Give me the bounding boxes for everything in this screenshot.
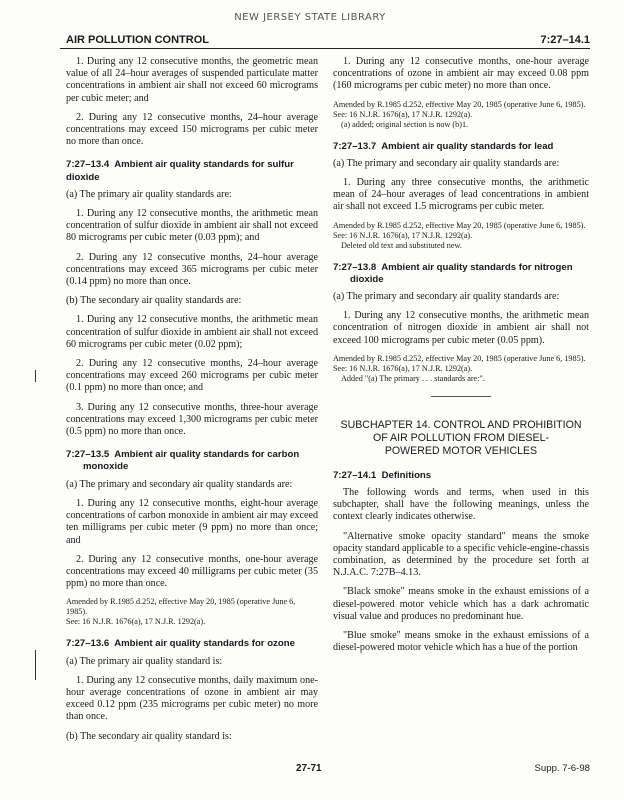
paragraph: 2. During any 12 consecutive months, 24–hour average concentrations may exceed 150 micrograms per cubic meter no more than once. xyxy=(66,111,318,148)
paragraph: 1. During any 12 consecutive months, the arithmetic mean concentration of sulfur dioxide in ambient air shall not exceed 60 micrograms per cubic meter (0.02 ppm); xyxy=(66,314,318,350)
section-title: Ambient air quality standards for nitrogen dioxide xyxy=(350,261,573,285)
amendment-line: Deleted old text and substituted new. xyxy=(341,240,462,250)
running-head-title: AIR POLLUTION CONTROL xyxy=(66,34,209,46)
subchapter-heading xyxy=(333,419,589,458)
paragraph: 2. During any 12 consecutive months, 24–hour average concentrations may exceed 365 micrograms per cubic meter (0.14 ppm) no more than once. xyxy=(66,251,318,288)
paragraph: "Alternative smoke opacity standard" means the smoke opacity standard applicable to a specific vehicle-engine-chassis combination, as determined by the procedure set forth at N.J.A.C. 7:27B–4.13. xyxy=(333,530,589,579)
page-number: 27-71 xyxy=(296,763,322,774)
section-number: 7:27–13.5 xyxy=(66,449,110,461)
amendment-note xyxy=(333,354,589,384)
paragraph: 1. During any three consecutive months, the arithmetic mean of 24–hour averages of lead concentrations in ambient air shall not exceed 1.5 micrograms per cubic meter. xyxy=(333,177,589,213)
paragraph: 2. During any 12 consecutive months, one-hour average concentrations may exceed 40 milligrams per cubic meter (35 ppm) no more than once. xyxy=(66,553,318,590)
library-stamp: NEW JERSEY STATE LIBRARY xyxy=(234,12,386,23)
left-column xyxy=(66,56,318,750)
section-number: 7:27–13.6 xyxy=(66,638,110,650)
paragraph: (a) The primary and secondary air quality standards are: xyxy=(66,478,293,490)
paragraph: (a) The primary air quality standard is: xyxy=(66,655,223,667)
amendment-note xyxy=(66,597,318,627)
section-number: 7:27–13.7 xyxy=(333,140,377,152)
paragraph: (b) The secondary air quality standards are: xyxy=(66,295,242,307)
section-heading xyxy=(333,470,589,482)
paragraph: 1. During any 12 consecutive months, eight-hour average concentrations of carbon monoxide in ambient air may exceed ten milligrams per cubic meter (9 ppm) no more than once; and xyxy=(66,497,318,546)
right-column xyxy=(333,56,589,661)
supplement-date: Supp. 7-6-98 xyxy=(534,763,590,774)
section-title: Ambient air quality standards for sulfur dioxide xyxy=(66,159,294,183)
amendment-line: Amended by R.1985 d.252, effective May 20, 1985 (operative June 6, 1985). xyxy=(333,353,586,363)
section-heading xyxy=(66,159,318,183)
paragraph: 1. During any 12 consecutive months, the geometric mean value of all 24–hour averages of suspended particulate matter concentrations in ambient air shall not exceed 60 micrograms per cubic meter; and xyxy=(66,56,318,104)
section-heading xyxy=(333,262,589,286)
paragraph: "Black smoke" means smoke in the exhaust emissions of a diesel-powered motor vehicle which has a dark achromatic visual value and produces no predominant hue. xyxy=(333,586,589,622)
paragraph: The following words and terms, when used in this subchapter, shall have the following meanings, unless the context clearly indicates otherwise. xyxy=(333,487,589,523)
section-title: Ambient air quality standards for lead xyxy=(381,140,554,152)
amendment-note xyxy=(333,100,589,130)
running-head-section: 7:27–14.1 xyxy=(540,34,590,46)
paragraph: (b) The secondary air quality standard is: xyxy=(66,730,232,742)
amendment-note xyxy=(333,221,589,251)
paragraph: 1. During any 12 consecutive months, the arithmetic mean concentration of nitrogen dioxide in ambient air shall not exceed 100 micrograms per cubic meter (0.05 ppm). xyxy=(333,310,589,346)
amendment-line: See: 16 N.J.R. 1676(a), 17 N.J.R. 1292(a). xyxy=(333,230,473,240)
paragraph: (a) The primary and secondary air quality standards are: xyxy=(333,291,560,303)
amendment-line: Amended by R.1985 d.252, effective May 20, 1985 (operative June 6, 1985). xyxy=(333,99,586,109)
paragraph: (a) The primary air quality standards are: xyxy=(66,188,232,200)
subchapter-line: OF AIR POLLUTION FROM DIESEL- xyxy=(372,431,549,444)
amendment-line: Added "(a) The primary . . . standards are:". xyxy=(341,373,485,383)
paragraph: 3. During any 12 consecutive months, three-hour average concentrations may exceed 1,300 micrograms per cubic meter (0.5 ppm) no more than once. xyxy=(66,401,318,438)
paragraph: 1. During any 12 consecutive months, one-hour average concentrations of ozone in ambient air may exceed 0.08 ppm (160 micrograms per cubic meter) no more than once. xyxy=(333,56,589,92)
paragraph: 1. During any 12 consecutive months, the arithmetic mean concentration of sulfur dioxide in ambient air shall not exceed 80 micrograms per cubic meter (0.03 ppm); and xyxy=(66,208,318,244)
paragraph: 2. During any 12 consecutive months, 24–hour average concentrations may exceed 260 micrograms per cubic meter (0.1 ppm) no more than once; and xyxy=(66,358,318,394)
section-divider xyxy=(431,396,491,397)
section-heading xyxy=(333,141,589,153)
amendment-line: See: 16 N.J.R. 1676(a), 17 N.J.R. 1292(a). xyxy=(333,363,473,373)
section-heading xyxy=(66,638,318,650)
amendment-line: See: 16 N.J.R. 1676(a), 17 N.J.R. 1292(a). xyxy=(333,109,473,119)
section-number: 7:27–14.1 xyxy=(333,469,377,481)
margin-mark xyxy=(35,370,36,382)
section-number: 7:27–13.8 xyxy=(333,261,377,273)
amendment-line: See: 16 N.J.R. 1676(a), 17 N.J.R. 1292(a). xyxy=(66,617,206,627)
section-title: Ambient air quality standards for ozone xyxy=(114,638,295,650)
header-rule xyxy=(60,48,590,49)
amendment-line: (a) added; original section is now (b)1. xyxy=(341,119,469,129)
section-title: Ambient air quality standards for carbon monoxide xyxy=(83,449,300,473)
margin-mark xyxy=(35,650,36,680)
section-heading xyxy=(66,449,318,473)
subchapter-line: POWERED MOTOR VEHICLES xyxy=(384,444,538,457)
paragraph: "Blue smoke" means smoke in the exhaust emissions of a diesel-powered motor vehicle which has a hue of the portion xyxy=(333,630,589,654)
amendment-line: Amended by R.1985 d.252, effective May 20, 1985 (operative June 6, 1985). xyxy=(66,597,296,617)
subchapter-line: SUBCHAPTER 14. CONTROL AND PROHIBITION xyxy=(340,418,582,431)
amendment-line: Amended by R.1985 d.252, effective May 20, 1985 (operative June 6, 1985). xyxy=(333,220,586,230)
section-number: 7:27–13.4 xyxy=(66,159,110,171)
section-title: Definitions xyxy=(381,469,432,481)
paragraph: 1. During any 12 consecutive months, daily maximum one-hour average concentrations of ozone in ambient air may exceed 0.12 ppm (235 micrograms per cubic meter) no more than once. xyxy=(66,674,318,723)
paragraph: (a) The primary and secondary air quality standards are: xyxy=(333,157,560,169)
